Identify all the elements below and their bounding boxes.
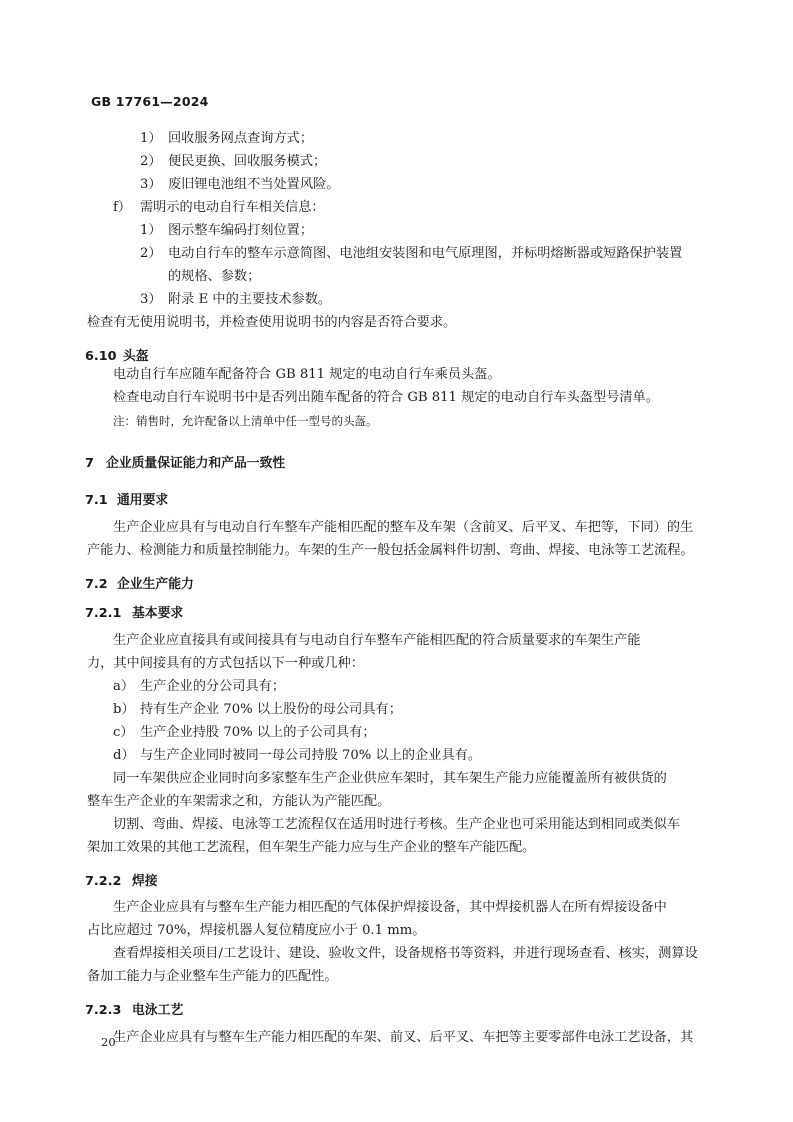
section-title: 头盔 [123,349,149,364]
paragraph-continuation: 备加工能力与企业整车生产能力的匹配性。 [87,969,338,984]
list-text: 图示整车编码打刻位置； [168,223,314,238]
list-item [113,747,481,765]
list-item [113,701,402,719]
list-marker: 3） [140,292,162,307]
list-marker: 1） [140,131,162,146]
section-heading-7-2-1 [85,602,183,621]
list-item [140,153,326,171]
list-marker: 2） [140,246,162,261]
paragraph: 切割、弯曲、焊接、电泳等工艺流程仅在适用时进行考核。生产企业也可采用能达到相同或类似车 [113,817,681,832]
paragraph-continuation: 力，其中间接具有的方式包括以下一种或几种： [87,656,364,671]
paragraph: 生产企业应直接具有或间接具有与电动自行车整车产能相匹配的符合质量要求的车架生产能 [113,633,641,648]
list-marker: f） [113,200,132,215]
list-text: 生产企业持股 70% 以上的子公司具有； [140,725,376,740]
paragraph-continuation: 架加工效果的其他工艺流程，但车架生产能力应与生产企业的整车产能匹配。 [87,840,536,855]
list-marker: c） [113,725,134,740]
paragraph: 同一车架供应企业同时向多家整车生产企业供应车架时，其车架生产能力应能覆盖所有被供货的 [113,771,667,786]
section-heading-7-2 [85,573,194,592]
list-text: 生产企业的分公司具有； [140,679,286,694]
list-marker: 3） [140,177,162,192]
paragraph: 电动自行车应随车配备符合 GB 811 规定的电动自行车乘员头盔。 [113,367,501,382]
section-heading-7-2-2 [85,870,158,889]
list-item [140,130,313,148]
list-item [113,678,285,696]
section-title: 焊接 [132,874,158,889]
list-text: 电动自行车的整车示意简图、电池组安装图和电气原理图，并标明熔断器或短路保护装置 [168,246,683,261]
list-text: 便民更换、回收服务模式； [168,154,327,169]
list-text: 需明示的电动自行车相关信息： [140,200,325,215]
paragraph-continuation: 产能力、检测能力和质量控制能力。车架的生产一般包括金属料件切割、弯曲、焊接、电泳等工艺流程。 [87,543,694,558]
list-item [140,245,682,263]
paragraph: 检查有无使用说明书，并检查使用说明书的内容是否符合要求。 [87,315,457,330]
list-text: 持有生产企业 70% 以上股份的母公司具有； [140,702,402,717]
section-number: 7.2.3 [85,1003,122,1018]
list-text: 回收服务网点查询方式； [168,131,314,146]
list-marker: 2） [140,154,162,169]
list-text: 附录 E 中的主要技术参数。 [168,292,332,307]
list-marker: a） [113,679,135,694]
paragraph: 生产企业应具有与电动自行车整车产能相匹配的整车及车架（含前叉、后平叉、车把等，下同）的生 [113,520,694,535]
list-marker: d） [113,748,135,763]
section-heading-7-1 [85,489,168,508]
section-title: 基本要求 [132,606,184,621]
section-heading-7 [85,452,285,471]
list-marker: 1） [140,223,162,238]
section-number: 7 [85,456,94,471]
list-item [113,724,376,742]
section-heading-7-2-3 [85,999,183,1018]
section-number: 6.10 [85,349,117,364]
paragraph: 查看焊接相关项目/工艺设计、建设、验收文件，设备规格书等资料，并进行现场查看、核实，测算设 [113,946,698,961]
section-title: 通用要求 [117,493,169,508]
page-number: 20 [101,1035,116,1049]
section-heading-6-10 [85,345,149,364]
paragraph-continuation: 整车生产企业的车架需求之和，方能认为产能匹配。 [87,794,391,809]
section-title: 电泳工艺 [132,1003,184,1018]
paragraph: 生产企业应具有与整车生产能力相匹配的气体保护焊接设备，其中焊接机器人在所有焊接设备中 [113,900,667,915]
list-item-continuation: 的规格、参数； [168,269,261,284]
section-number: 7.2.2 [85,874,122,889]
list-text: 废旧锂电池组不当处置风险。 [168,177,340,192]
section-number: 7.2 [85,577,108,592]
paragraph: 检查电动自行车说明书中是否列出随车配备的符合 GB 811 规定的电动自行车头盔型号清单。 [113,390,659,405]
list-text: 与生产企业同时被同一母公司持股 70% 以上的企业具有。 [140,748,482,763]
list-item [140,176,339,194]
list-marker: b） [113,702,135,717]
paragraph: 生产企业应具有与整车生产能力相匹配的车架、前叉、后平叉、车把等主要零部件电泳工艺设备，其 [113,1030,694,1045]
standard-id: GB 17761—2024 [91,94,209,109]
list-item [140,291,331,309]
section-title: 企业生产能力 [117,577,194,592]
section-number: 7.1 [85,493,108,508]
list-item-f [113,199,325,217]
note: 注：销售时，允许配备以上清单中任一型号的头盔。 [113,414,378,428]
section-title: 企业质量保证能力和产品一致性 [106,456,286,471]
paragraph-continuation: 占比应超过 70%，焊接机器人复位精度应小于 0.1 mm。 [87,923,426,938]
list-item [140,222,313,240]
section-number: 7.2.1 [85,606,122,621]
